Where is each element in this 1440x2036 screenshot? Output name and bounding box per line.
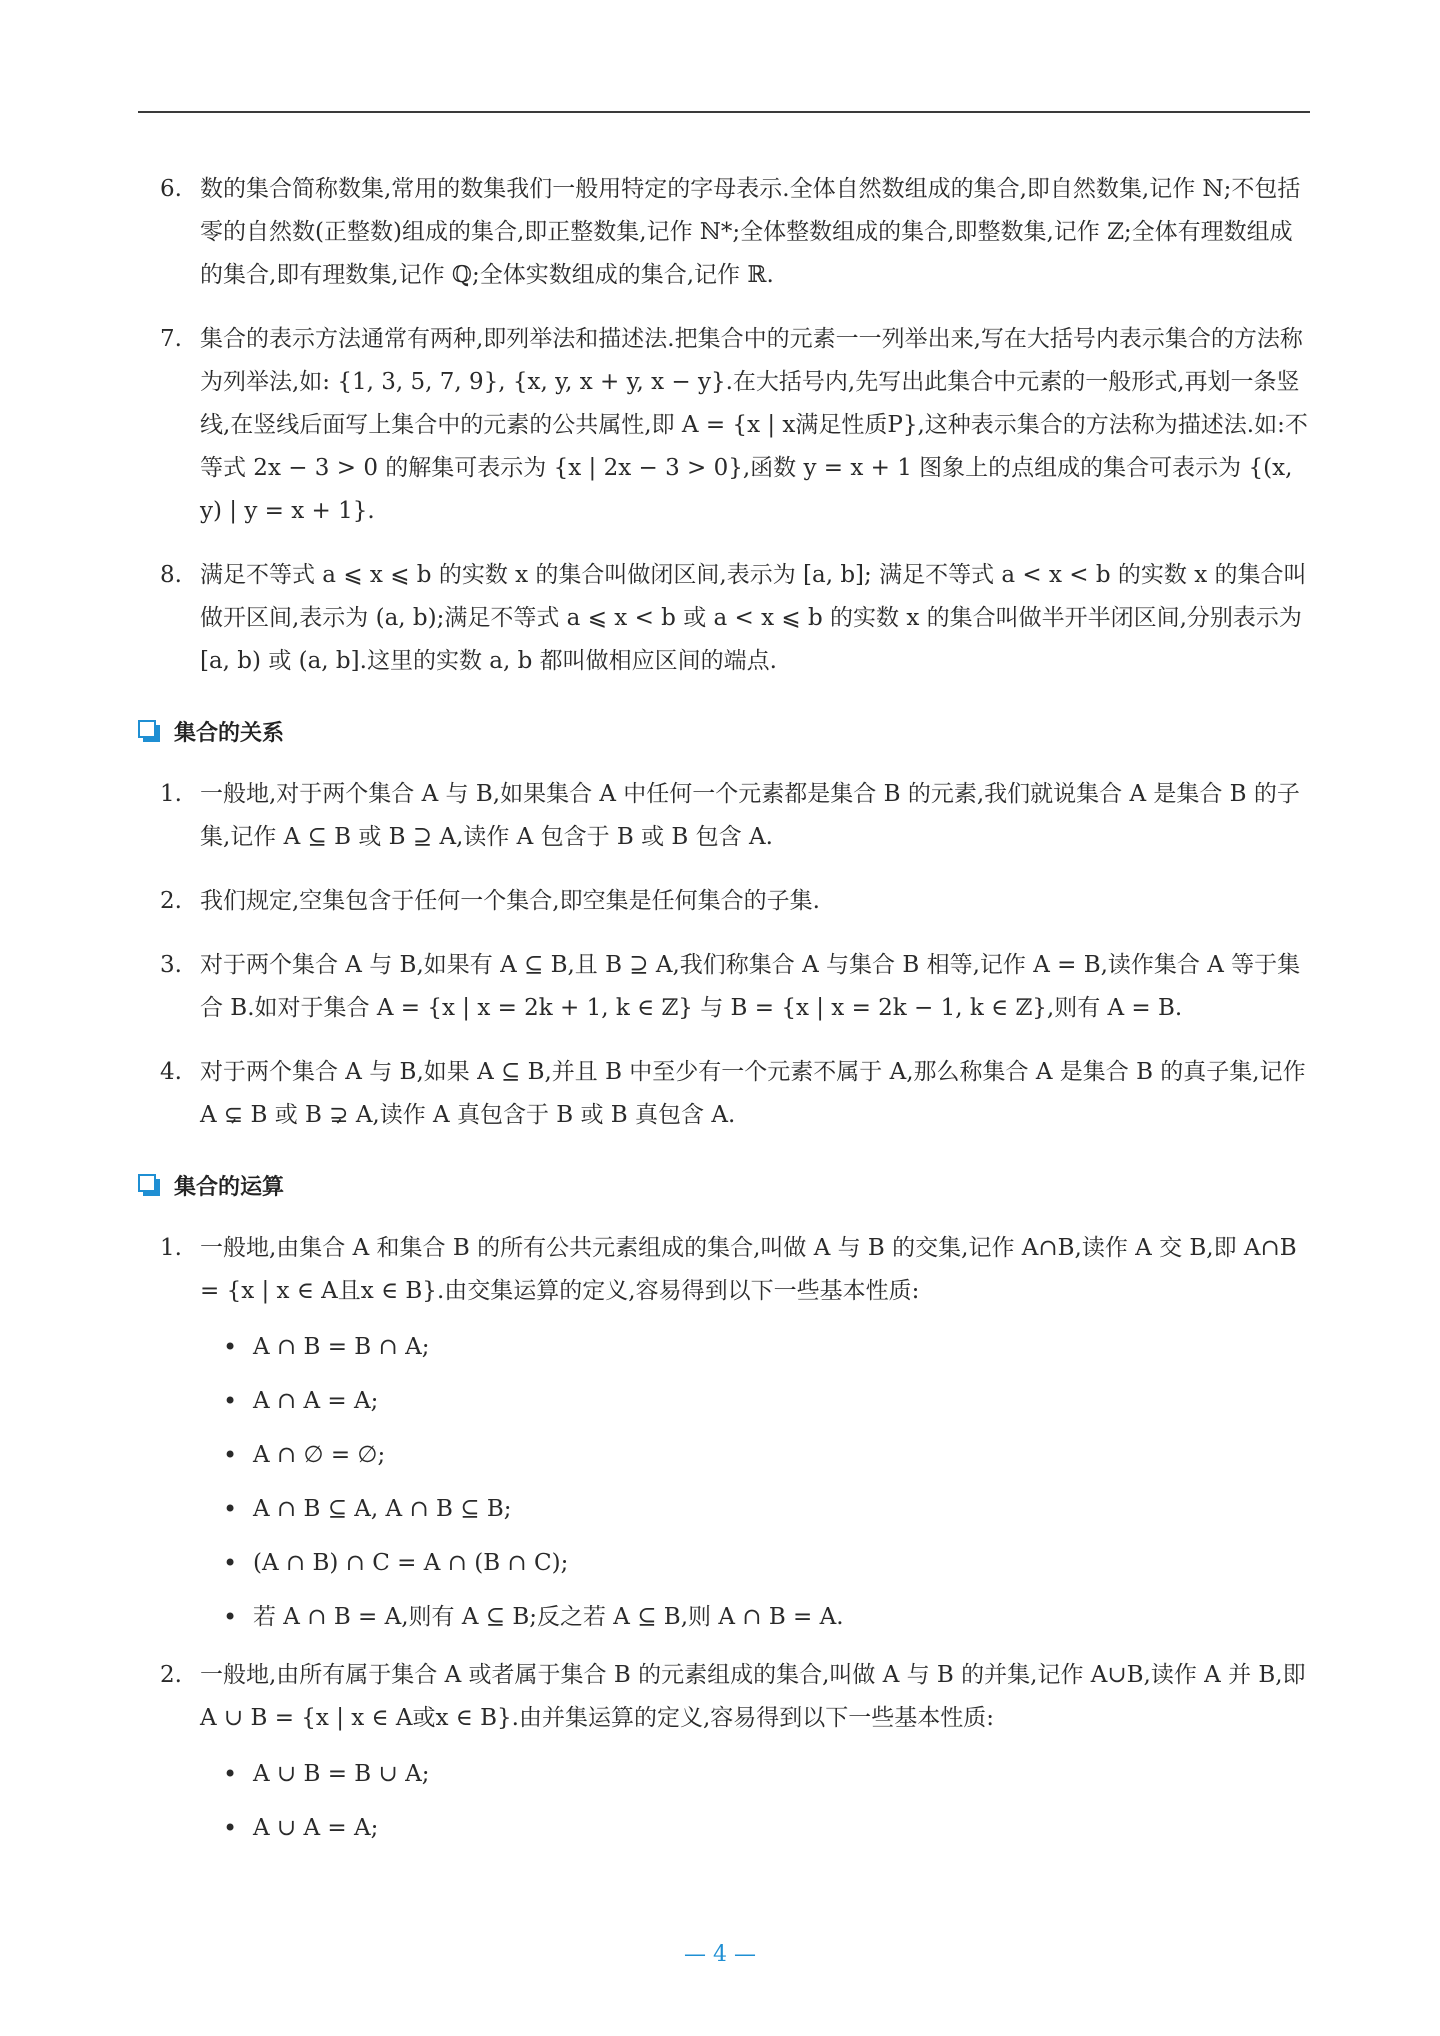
- list-item: [160, 318, 1310, 533]
- item-number: 6.: [160, 176, 182, 202]
- item-text: 一般地,由所有属于集合 A 或者属于集合 B 的元素组成的集合,叫做 A 与 B 的并集,记作 A∪B,读作 A 并 B,即 A ∪ B = {x | x ∈ A或x ∈ B}.由并集运算的定义,容易得到以下一些基本性质:: [200, 1662, 1306, 1731]
- section-title: 集合的运算: [174, 1174, 285, 1200]
- list-item: [160, 944, 1310, 1030]
- list-item: [160, 1227, 1310, 1313]
- header-rule: [138, 111, 1310, 113]
- property-item: • A ∩ A = A;: [223, 1384, 1310, 1418]
- item-number: 7.: [160, 326, 182, 352]
- property-item: • A ∩ B = B ∩ A;: [223, 1330, 1310, 1364]
- item-number: 3.: [160, 952, 182, 978]
- section-title: 集合的关系: [174, 720, 285, 746]
- item-text: 集合的表示方法通常有两种,即列举法和描述法.把集合中的元素一一列举出来,写在大括号内表示集合的方法称为列举法,如: {1, 3, 5, 7, 9}, {x, y, x + y, x − y}.在大括号内,先写出此集合中元素的一般形式,再划一条竖线,在竖线后面写上集合中的元素的公共属性,即 A = {x | x满足性质P},这种表示集合的方法称为描述法.如:不等式 2x − 3 > 0 的解集可表示为 {x | 2x − 3 > 0},函数 y = x + 1 图象上的点组成的集合可表示为 {(x, y) | y = x + 1}.: [200, 326, 1308, 524]
- list-item: [160, 1051, 1310, 1137]
- item-number: 1.: [160, 781, 182, 807]
- item-number: 2.: [160, 1662, 182, 1688]
- item-number: 8.: [160, 562, 182, 588]
- item-text: 满足不等式 a ⩽ x ⩽ b 的实数 x 的集合叫做闭区间,表示为 [a, b]; 满足不等式 a < x < b 的实数 x 的集合叫做开区间,表示为 (a, b);满足不等式 a ⩽ x < b 或 a < x ⩽ b 的实数 x 的集合叫做半开半闭区间,分别表示为 [a, b) 或 (a, b].这里的实数 a, b 都叫做相应区间的端点.: [200, 562, 1307, 674]
- section-square-icon: [138, 720, 160, 742]
- item-number: 2.: [160, 888, 182, 914]
- item-number: 1.: [160, 1235, 182, 1261]
- item-text: 一般地,对于两个集合 A 与 B,如果集合 A 中任何一个元素都是集合 B 的元素,我们就说集合 A 是集合 B 的子集,记作 A ⊆ B 或 B ⊇ A,读作 A 包含于 B 或 B 包含 A.: [200, 781, 1300, 850]
- property-item: • A ∪ A = A;: [223, 1811, 1310, 1845]
- list-item: [160, 773, 1310, 859]
- list-item: [160, 1654, 1310, 1740]
- property-item: • A ∪ B = B ∪ A;: [223, 1757, 1310, 1791]
- property-item: • A ∩ B ⊆ A, A ∩ B ⊆ B;: [223, 1492, 1310, 1526]
- property-item: • A ∩ ∅ = ∅;: [223, 1438, 1310, 1472]
- section-square-icon: [138, 1174, 160, 1196]
- item-text: 一般地,由集合 A 和集合 B 的所有公共元素组成的集合,叫做 A 与 B 的交集,记作 A∩B,读作 A 交 B,即 A∩B = {x | x ∈ A且x ∈ B}.由交集运算的定义,容易得到以下一些基本性质:: [200, 1235, 1297, 1304]
- property-item: • 若 A ∩ B = A,则有 A ⊆ B;反之若 A ⊆ B,则 A ∩ B = A.: [223, 1600, 1310, 1634]
- list-item: [160, 168, 1310, 297]
- page-number: — 4 —: [684, 1942, 756, 1967]
- section-heading-operations: [138, 1165, 1310, 1205]
- property-list: [160, 1757, 1310, 1845]
- property-list: [160, 1330, 1310, 1634]
- section-heading-relations: [138, 711, 1310, 751]
- item-text: 数的集合简称数集,常用的数集我们一般用特定的字母表示.全体自然数组成的集合,即自然数集,记作 ℕ;不包括零的自然数(正整数)组成的集合,即正整数集,记作 ℕ*;全体整数组成的集合,即整数集,记作 ℤ;全体有理数组成的集合,即有理数集,记作 ℚ;全体实数组成的集合,记作 ℝ.: [200, 176, 1301, 288]
- item-text: 对于两个集合 A 与 B,如果有 A ⊆ B,且 B ⊇ A,我们称集合 A 与集合 B 相等,记作 A = B,读作集合 A 等于集合 B.如对于集合 A = {x | x = 2k + 1, k ∈ ℤ} 与 B = {x | x = 2k − 1, k ∈ ℤ},则有 A = B.: [200, 952, 1301, 1021]
- item-text: 我们规定,空集包含于任何一个集合,即空集是任何集合的子集.: [200, 888, 820, 914]
- property-item: • (A ∩ B) ∩ C = A ∩ (B ∩ C);: [223, 1546, 1310, 1580]
- page-content: [160, 168, 1310, 1865]
- item-number: 4.: [160, 1059, 182, 1085]
- list-item: [160, 554, 1310, 683]
- item-text: 对于两个集合 A 与 B,如果 A ⊆ B,并且 B 中至少有一个元素不属于 A,那么称集合 A 是集合 B 的真子集,记作 A ⊊ B 或 B ⊋ A,读作 A 真包含于 B 或 B 真包含 A.: [200, 1059, 1306, 1128]
- list-item: [160, 880, 1310, 923]
